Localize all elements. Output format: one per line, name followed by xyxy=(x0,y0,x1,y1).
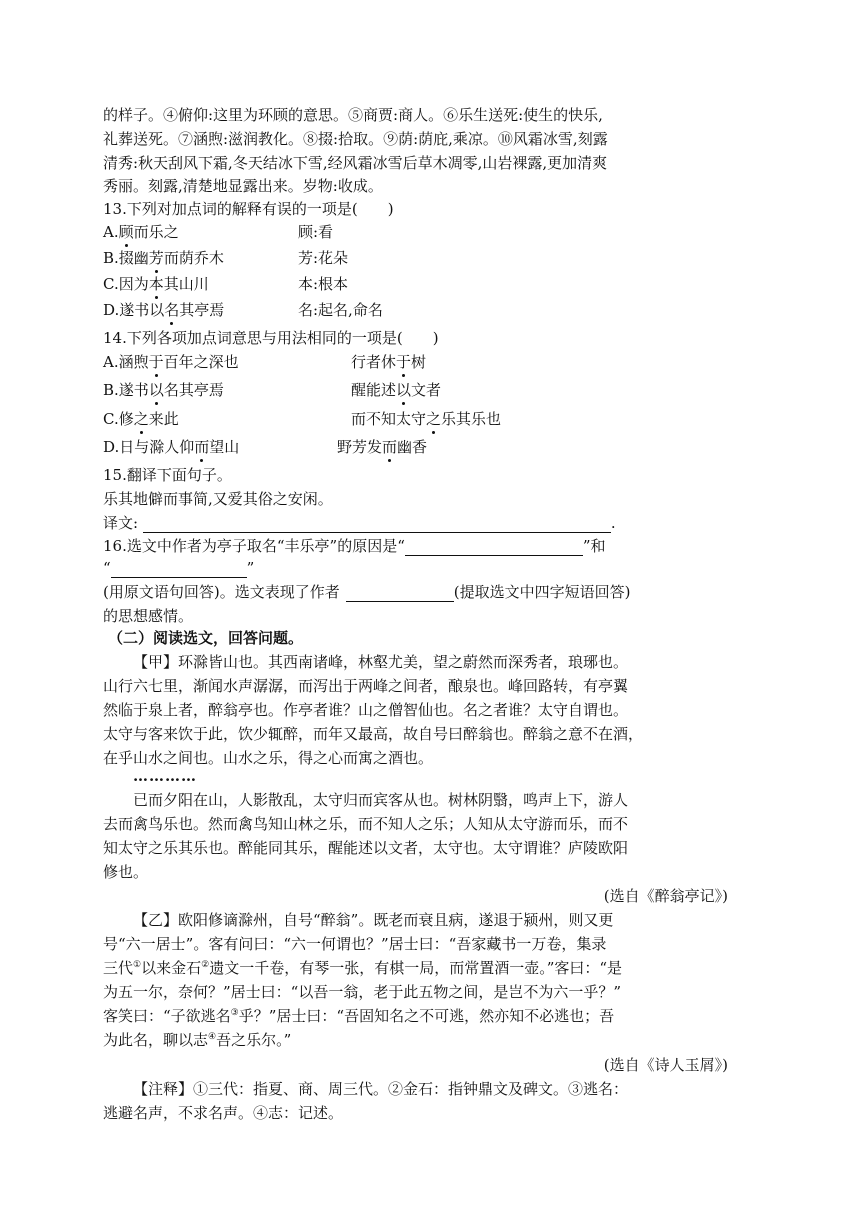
passage-jia2-line: 去而禽鸟乐也。然而禽鸟知山林之乐，而不知人之乐；人知从太守游而乐，而不 xyxy=(103,815,629,833)
passage-yi-line: 号“六一居士”。客有问曰：“六一何谓也？”居士曰：“吾家藏书一万卷，集录 xyxy=(103,935,607,953)
q13-option-c: C.因为本其山川 本:根本 xyxy=(103,275,349,293)
passage-jia-line: 太守与客来饮于此，饮少辄醉，而年又最高，故自号曰醉翁也。醉翁之意不在酒， xyxy=(103,725,644,743)
passage-yi-line: 客笑曰：“子欲逃名③乎？”居士曰：“吾固知名之不可逃，然亦知不必逃也；吾 xyxy=(103,1007,615,1025)
source-jia: (选自《醉翁亭记》) xyxy=(603,887,728,905)
q15-answer-blank[interactable] xyxy=(143,516,611,533)
passage-jia-line: 【甲】环滁皆山也。其西南诸峰，林壑尤美，望之蔚然而深秀者，琅琊也。 xyxy=(133,653,629,671)
note-line: 礼葬送死。⑦涵煦:滋润教化。⑧掇:拾取。⑨荫:荫庇,乘凉。⑩风霜冰雪,刻露 xyxy=(103,130,608,148)
q14-option-c: C.修之来此 而不知太守之乐其乐也 xyxy=(103,410,502,428)
passage-jia2-line: 知太守之乐其乐也。醉能同其乐，醒能述以文者，太守也。太守谓谁？庐陵欧阳 xyxy=(103,839,629,857)
passage-yi-line: 三代①以来金石②遗文一千卷，有琴一张，有棋一局，而常置酒一壶。”客曰：“是 xyxy=(103,959,623,977)
passage-yi-line: 为此名，聊以志④吾之乐尔。” xyxy=(103,1031,292,1049)
q16-blank-3[interactable] xyxy=(346,585,454,602)
passage-jia-line: 在乎山水之间也。山水之乐，得之心而寓之酒也。 xyxy=(103,749,434,767)
question-16-line1: 16.选文中作者为亭子取名“丰乐亭”的原因是“ ”和 xyxy=(103,537,606,555)
passage-yi-line: 为五一尔，奈何？”居士曰：“以吾一翁，老于此五物之间，是岂不为六一乎？” xyxy=(103,983,622,1001)
q16-blank-1[interactable] xyxy=(405,539,583,556)
question-15-stem: 15.翻译下面句子。 xyxy=(103,466,232,484)
q14-option-a: A.涵煦于百年之深也 行者休于树 xyxy=(103,353,427,371)
question-13-stem: 13.下列对加点词的解释有误的一项是( ) xyxy=(103,200,394,218)
q15-answer-line: 译文: . xyxy=(103,514,616,532)
source-yi: (选自《诗人玉屑》) xyxy=(603,1056,728,1074)
annotation-line: 【注释】①三代：指夏、商、周三代。②金石：指钟鼎文及碑文。③逃名： xyxy=(133,1080,629,1098)
passage-jia2-line: 已而夕阳在山，人影散乱，太守归而宾客从也。树林阴翳，鸣声上下，游人 xyxy=(133,791,629,809)
q15-sentence: 乐其地僻而事简,又爱其俗之安闲。 xyxy=(103,490,333,508)
q16-blank-2[interactable] xyxy=(111,561,247,578)
note-line: 清秀:秋天刮风下霜,冬天结冰下雪,经风霜冰雪后草木凋零,山岩裸露,更加清爽 xyxy=(103,154,608,172)
section-2-heading: （二）阅读选文，回答问题。 xyxy=(108,629,304,647)
question-16-line2: “ ” xyxy=(103,559,255,577)
q13-option-b: B.掇幽芳而荫乔木 芳:花朵 xyxy=(103,249,349,267)
question-16-line4: 的思想感情。 xyxy=(103,607,194,625)
note-line: 的样子。④俯仰:这里为环顾的意思。⑤商贾:商人。⑥乐生送死:使生的快乐, xyxy=(103,106,603,124)
q13-option-a: A.顾而乐之 顾:看 xyxy=(103,223,334,241)
annotation-line: 逃避名声，不求名声。④志：记述。 xyxy=(103,1104,344,1122)
ellipsis: ………… xyxy=(133,767,197,785)
q14-option-d: D.日与滁人仰而望山 野芳发而幽香 xyxy=(103,438,428,456)
passage-jia2-line: 修也。 xyxy=(103,863,149,881)
passage-yi-line: 【乙】欧阳修谪滁州，自号“醉翁”。既老而衰且病，遂退于颍州，则又更 xyxy=(133,911,614,929)
question-16-line3: (用原文语句回答)。选文表现了作者 (提取选文中四字短语回答) xyxy=(103,583,631,601)
q13-option-d: D.遂书以名其亭焉 名:起名,命名 xyxy=(103,301,383,319)
passage-jia-line: 山行六七里，渐闻水声潺潺，而泻出于两峰之间者，酿泉也。峰回路转，有亭翼 xyxy=(103,677,629,695)
q14-option-b: B.遂书以名其亭焉 醒能述以文者 xyxy=(103,381,442,399)
note-line: 秀丽。刻露,清楚地显露出来。岁物:收成。 xyxy=(103,177,383,195)
passage-jia-line: 然临于泉上者，醉翁亭也。作亭者谁？山之僧智仙也。名之者谁？太守自谓也。 xyxy=(103,701,629,719)
question-14-stem: 14.下列各项加点词意思与用法相同的一项是( ) xyxy=(103,329,439,347)
